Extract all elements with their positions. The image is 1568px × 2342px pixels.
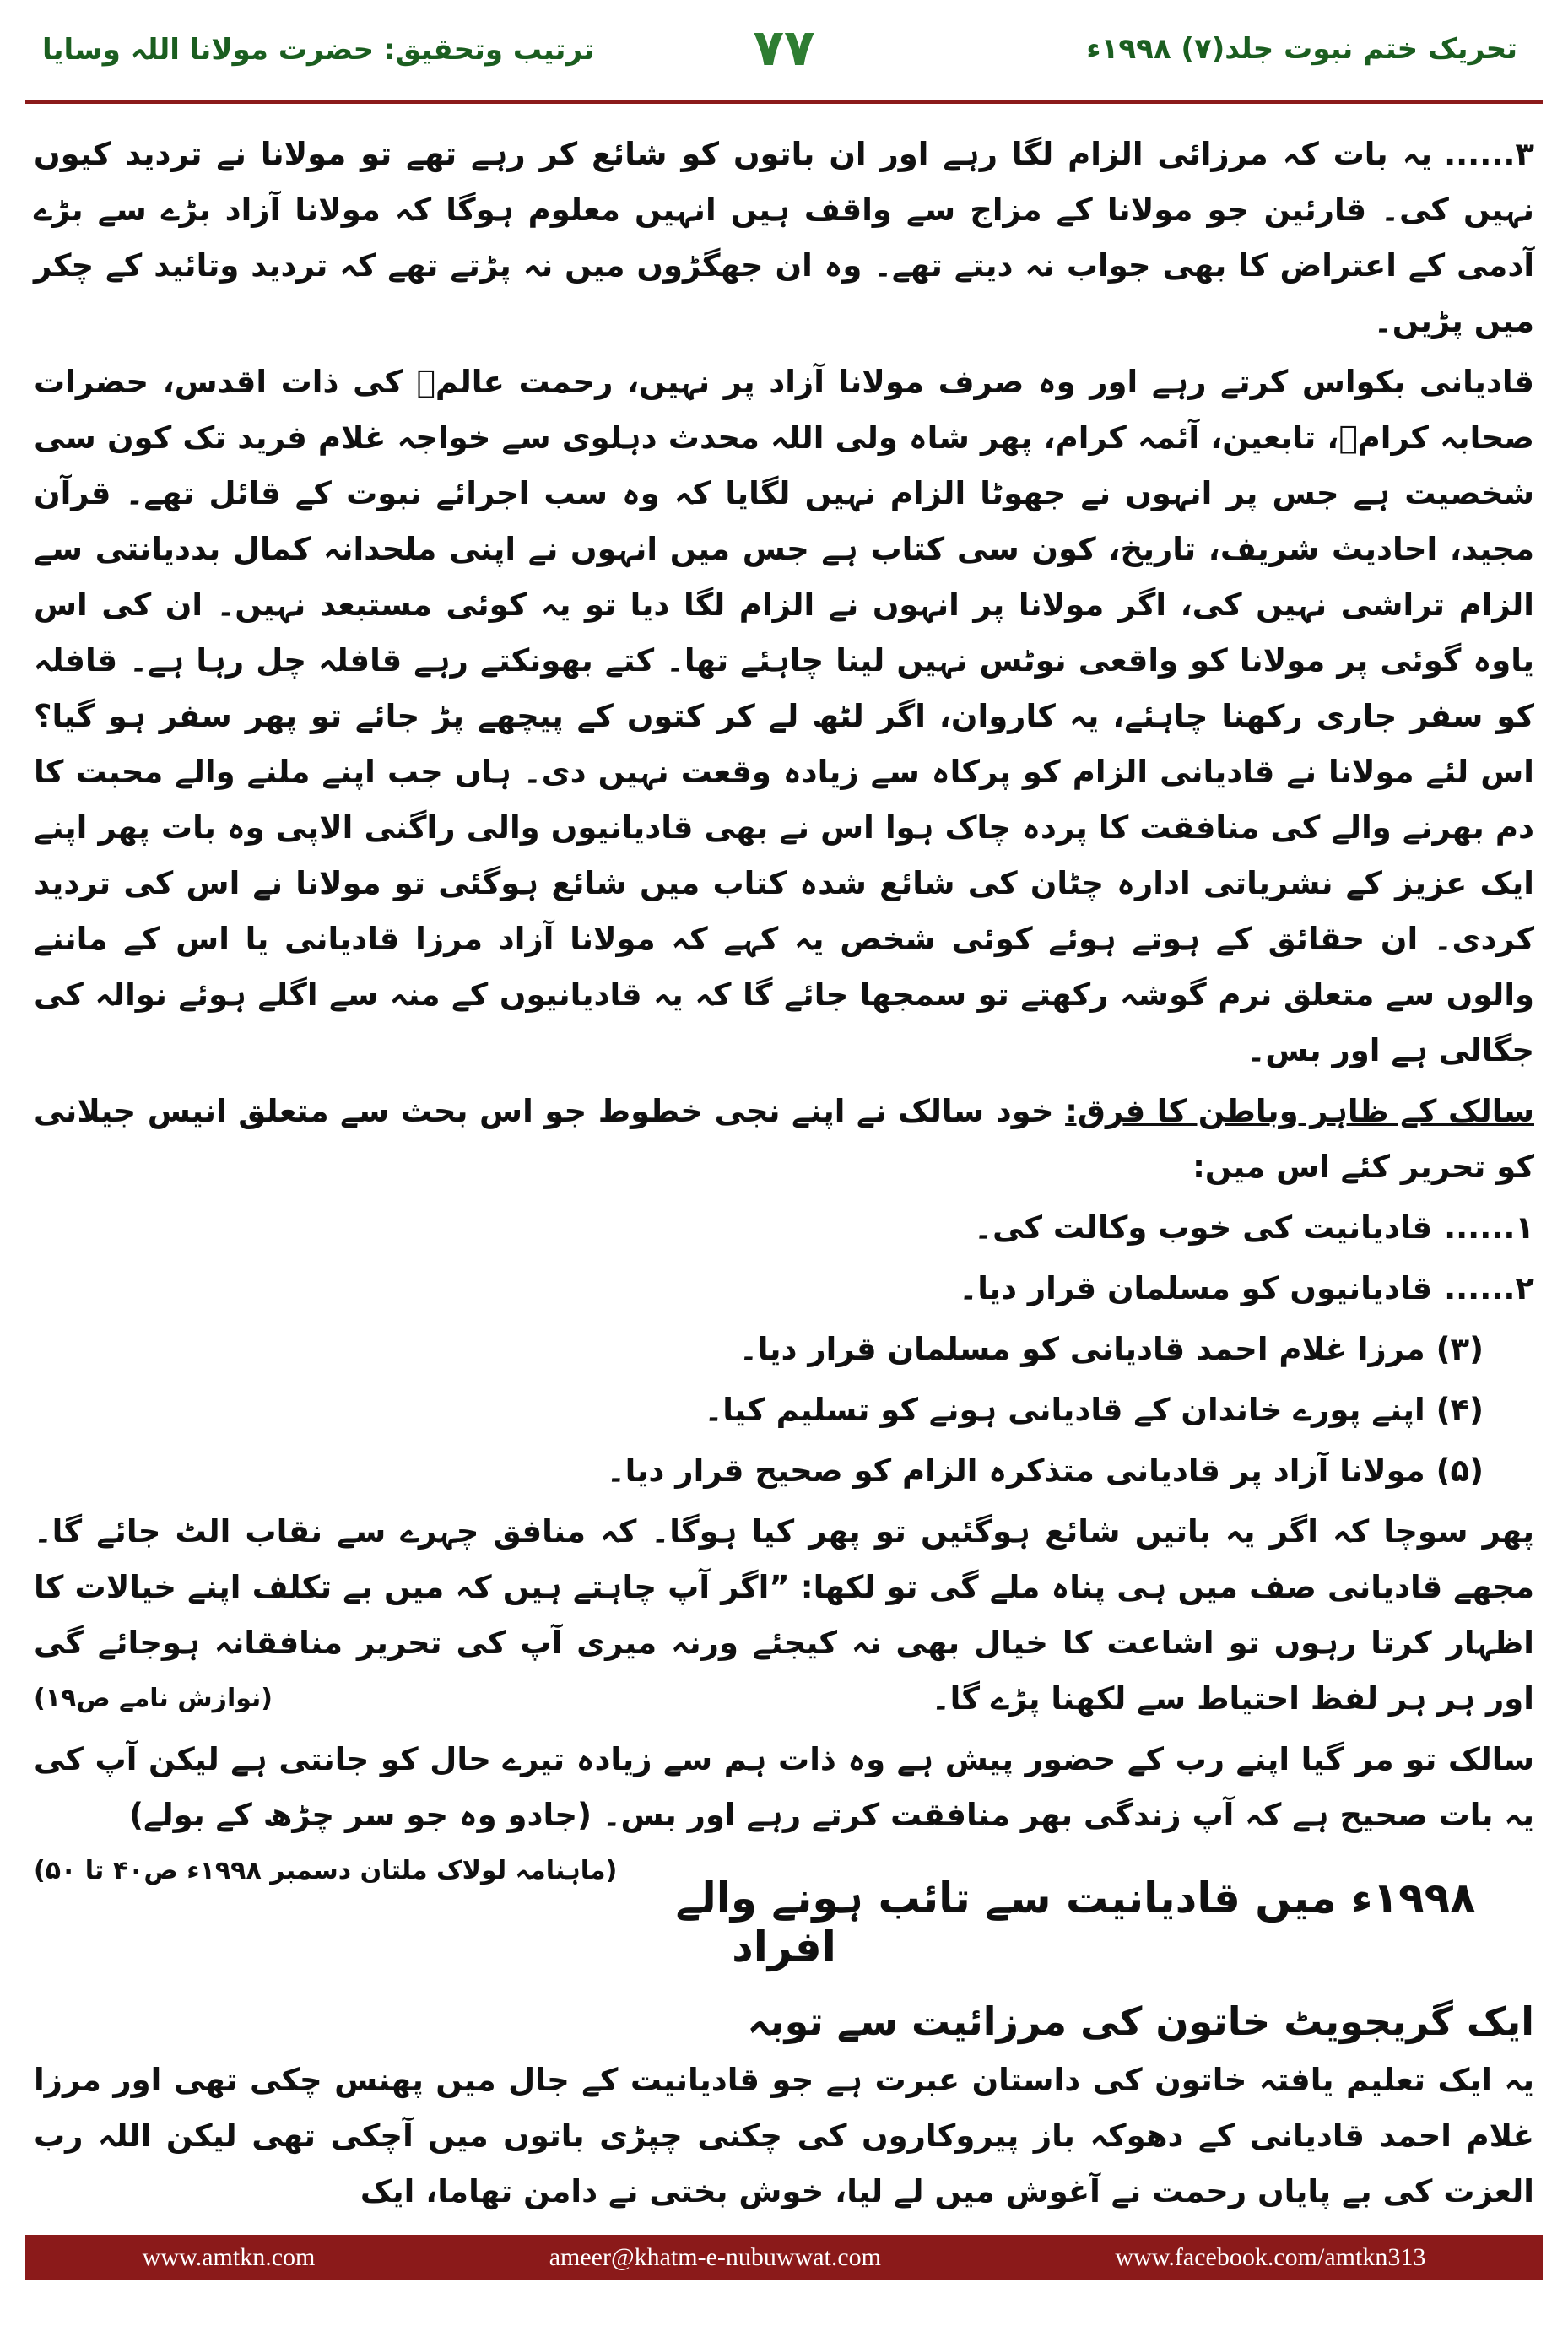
header-divider — [25, 100, 1543, 104]
footer-website-link[interactable]: www.amtkn.com — [142, 2243, 316, 2271]
paragraph-number: ۳...... — [1444, 136, 1534, 172]
footer-facebook-link[interactable]: www.facebook.com/amtkn313 — [1115, 2243, 1426, 2271]
list-item — [34, 1261, 1534, 1317]
list-item: (۵) مولانا آزاد پر قادیانی متذکرہ الزام کو صحیح قرار دیا۔ — [606, 1452, 1484, 1489]
list-item: (۳) مرزا غلام احمد قادیانی کو مسلمان قرار دیا۔ — [739, 1331, 1484, 1367]
paragraph-text: خود سالک نے اپنے نجی خطوط جو اس بحث سے متعلق انیس جیلانی کو تحریر کئے اس میں: — [34, 1093, 1534, 1185]
paragraph-text: سالک تو مر گیا اپنے رب کے حضور پیش ہے وہ ذات ہم سے زیادہ تیرے حال کو جانتی ہے لیکن آپ کی یہ بات صحیح ہے کہ آپ زندگی بھر منافقت کرتے رہے اور بس۔ (جادو وہ جو سر چڑھ کے بولے) — [34, 1741, 1534, 1833]
footer-email-link[interactable]: ameer@khatm-e-nubuwwat.com — [549, 2243, 882, 2271]
list-text: قادیانیت کی خوب وکالت کی۔ — [974, 1209, 1433, 1246]
page-number: ۷۷ — [753, 19, 815, 78]
paragraph-conclusion — [34, 1732, 1534, 1885]
list-number: ۲...... — [1444, 1270, 1534, 1306]
list-text: قادیانیوں کو مسلمان قرار دیا۔ — [959, 1270, 1433, 1306]
paragraph-letter-quote — [34, 1504, 1534, 1727]
citation: (نوازش نامے ص۱۹) — [34, 1684, 273, 1713]
citation: (ماہنامہ لولاک ملتان دسمبر ۱۹۹۸ء ص۴۰ تا ۵۰) — [34, 1856, 618, 1885]
footer-bar — [25, 2235, 1543, 2280]
list-item — [34, 1200, 1534, 1256]
paragraph-text: یہ بات کہ مرزائی الزام لگا رہے اور ان باتوں کو شائع کر رہے تھے تو مولانا نے تردید کیوں نہیں کی۔ قارئین جو مولانا کے مزاج سے واقف ہیں انہیں معلوم ہوگا کہ مولانا آزاد بڑے سے بڑے آدمی کے اعتراض کا بھی جواب نہ دیتے تھے۔ وہ ان جھگڑوں میں نہ پڑتے تھے کہ تردید وتائید کے چکر میں پڑیں۔ — [34, 136, 1534, 339]
paragraph-qadiani-accusations: قادیانی بکواس کرتے رہے اور وہ صرف مولانا آزاد پر نہیں، رحمت عالمﷺ کی ذات اقدس، حضرات صحابہ کرامؓ، تابعین، آئمہ کرام، پھر شاہ ولی اللہ محدث دہلوی سے خواجہ غلام فرید تک کون سی شخصیت ہے جس پر انہوں نے جھوٹا الزام نہیں لگایا کہ وہ سب اجرائے نبوت کے قائل تھے۔ قرآن مجید، احادیث شریف، تاریخ، کون سی کتاب ہے جس میں انہوں نے اپنی ملحدانہ کمال بددیانتی سے الزام تراشی نہیں کی، اگر مولانا پر انہوں نے الزام لگا دیا تو یہ کوئی مستبعد نہیں۔ ان کی اس یاوہ گوئی پر مولانا کو واقعی نوٹس نہیں لینا چاہئے تھا۔ کتے بھونکتے رہے قافلہ چل رہا ہے۔ قافلہ کو سفر جاری رکھنا چاہئے، یہ کاروان، اگر لٹھ لے کر کتوں کے پیچھے پڑ جائے تو پھر سفر ہو گیا؟ اس لئے مولانا نے قادیانی الزام کو پرکاہ سے زیادہ وقعت نہیں دی۔ ہاں جب اپنے ملنے والے محبت کا دم بھرنے والے کی منافقت کا پردہ چاک ہوا اس نے بھی قادیانیوں والی راگنی الاپی وہ بات پھر اپنے ایک عزیز کے نشریاتی ادارہ چٹان کی شائع شدہ کتاب میں شائع ہوگئی تو مولانا نے اس کی تردید کردی۔ ان حقائق کے ہوتے ہوئے کوئی شخص یہ کہے کہ مولانا آزاد مرزا قادیانی یا اس کے ماننے والوں سے متعلق نرم گوشہ رکھتے تو سمجھا جائے گا کہ یہ قادیانیوں کے منہ سے اگلے ہوئے نوالہ کی جگالی ہے اور بس۔ — [34, 364, 1534, 1068]
paragraph-graduate-woman: یہ ایک تعلیم یافتہ خاتون کی داستان عبرت ہے جو قادیانیت کے جال میں پھنس چکی تھی اور مرزا غلام احمد قادیانی کے دھوکہ باز پیروکاروں کی چکنی چپڑی باتوں میں آچکی تھی لیکن اللہ رب العزت کی بے پایاں رحمت نے آغوش میں لے لیا، خوش بختی نے دامن تھاما، ایک — [34, 2062, 1534, 2209]
section-title: ۱۹۹۸ء میں قادیانیت سے تائب ہونے والے افراد — [675, 1874, 1476, 1971]
section-subtitle: ایک گریجویٹ خاتون کی مرزائیت سے توبہ — [747, 1999, 1534, 2044]
list-item: (۴) اپنے پورے خاندان کے قادیانی ہونے کو تسلیم کیا۔ — [704, 1392, 1484, 1428]
list-number: ۱...... — [1444, 1209, 1534, 1246]
paragraph-text: پھر سوچا کہ اگر یہ باتیں شائع ہوگئیں تو پھر کیا ہوگا۔ کہ منافق چہرے سے نقاب الٹ جائے گا۔ مجھے قادیانی صف میں ہی پناہ ملے گی تو لکھا: ”اگر آپ چاہتے ہیں کہ میں بے تکلف اپنے خیالات کا اظہار کرتا رہوں تو اشاعت کا خیال بھی نہ کیجئے ورنہ میری آپ کی تحریر منافقانہ ہوجائے گی اور ہر ہر لفظ احتیاط سے لکھنا پڑے گا۔ — [34, 1513, 1534, 1717]
paragraph-3 — [34, 127, 1534, 349]
inline-heading: سالک کے ظاہر وباطن کا فرق: — [1065, 1093, 1534, 1129]
paragraph-salik — [34, 1084, 1534, 1195]
page-body — [34, 127, 1534, 2225]
header-book-title: تحریک ختم نبوت جلد(۷) ۱۹۹۸ء — [1086, 32, 1517, 66]
header-compiler: ترتیب وتحقیق: حضرت مولانا اللہ وسایا — [42, 33, 595, 67]
